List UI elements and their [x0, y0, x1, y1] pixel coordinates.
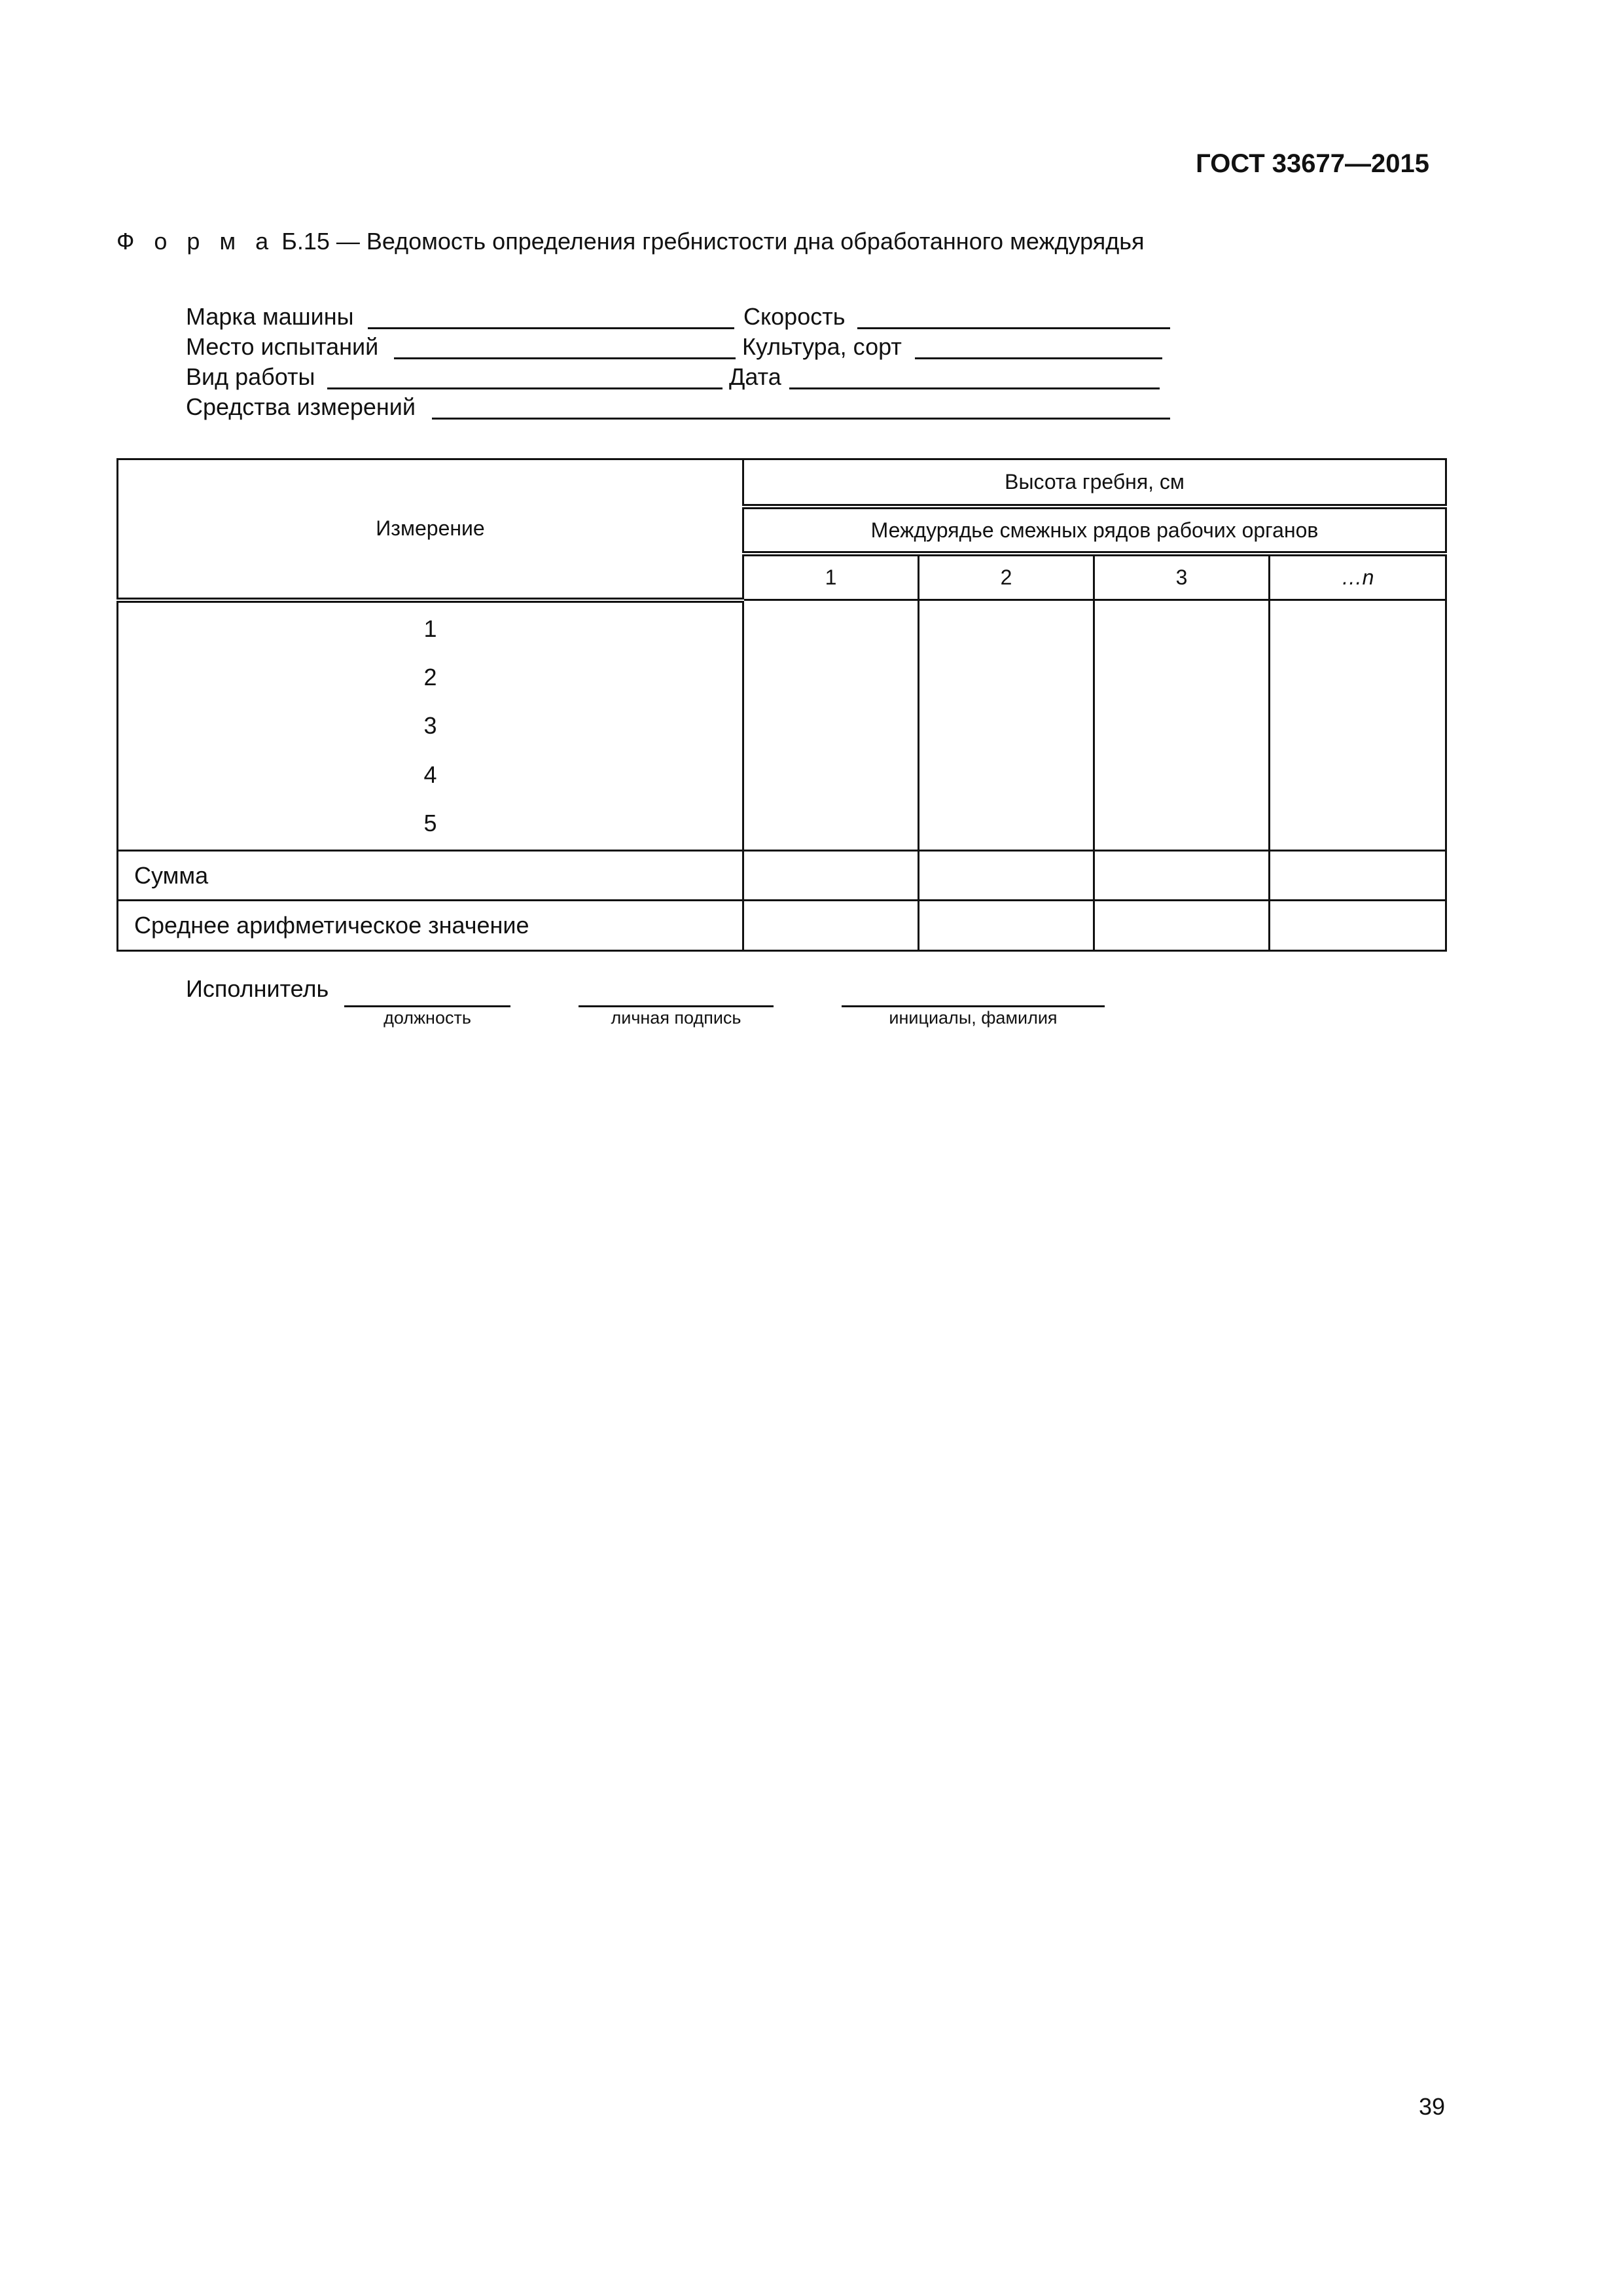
- interrow-header: Междурядье смежных рядов рабочих органов: [743, 507, 1446, 554]
- date-field: [729, 363, 781, 391]
- speed-field: [743, 302, 845, 331]
- test-site-label: Место испытаний: [186, 333, 379, 360]
- speed-label: Скорость: [743, 303, 846, 330]
- height-header: Высота гребня, см: [743, 459, 1446, 507]
- test-site-blank[interactable]: [394, 332, 736, 361]
- signature-line[interactable]: [579, 975, 774, 1007]
- date-blank[interactable]: [789, 363, 1160, 391]
- signature-caption: личная подпись: [611, 1008, 741, 1028]
- machine-brand-field: [186, 302, 354, 331]
- machine-brand-blank[interactable]: [368, 302, 734, 331]
- sum-cell[interactable]: [1270, 850, 1446, 901]
- form-title: [116, 228, 1145, 255]
- page-number: 39: [1418, 2093, 1445, 2120]
- speed-blank[interactable]: [857, 302, 1170, 331]
- measurement-row-5: 5: [423, 810, 437, 837]
- measuring-means-label: Средства измерений: [186, 393, 416, 420]
- measuring-means-blank[interactable]: [432, 393, 1170, 422]
- sum-cell[interactable]: [743, 850, 919, 901]
- mean-label: Среднее арифметическое значение: [118, 901, 743, 951]
- mean-cell[interactable]: [919, 901, 1094, 951]
- form-title-text: Б.15 — Ведомость определения гребнистости дна обработанного междурядья: [281, 228, 1145, 255]
- machine-brand-label: Марка машины: [186, 303, 354, 330]
- data-cell[interactable]: [919, 600, 1094, 851]
- measurement-row-3: 3: [423, 712, 437, 740]
- work-type-field: [186, 363, 315, 391]
- position-caption: должность: [383, 1008, 471, 1028]
- data-cell[interactable]: [1270, 600, 1446, 851]
- form-label: Ф о р м а: [116, 228, 276, 255]
- name-line[interactable]: [842, 975, 1105, 1007]
- measuring-means-field: [186, 393, 416, 422]
- executor-label: Исполнитель: [186, 975, 329, 1002]
- work-type-label: Вид работы: [186, 363, 315, 390]
- measurement-row-2: 2: [423, 664, 437, 691]
- column-header-1: 1: [743, 554, 919, 600]
- measurement-table: [116, 458, 1447, 952]
- mean-cell[interactable]: [743, 901, 919, 951]
- data-cell[interactable]: [1094, 600, 1270, 851]
- measurement-row-4: 4: [423, 761, 437, 788]
- measurement-header: Измерение: [118, 459, 743, 600]
- data-cell[interactable]: [743, 600, 919, 851]
- crop-variety-label: Культура, сорт: [742, 333, 902, 360]
- mean-cell[interactable]: [1270, 901, 1446, 951]
- sum-cell[interactable]: [1094, 850, 1270, 901]
- name-caption: инициалы, фамилия: [889, 1008, 1058, 1028]
- sum-cell[interactable]: [919, 850, 1094, 901]
- measurement-row-1: 1: [423, 615, 437, 642]
- measurement-numbers: [118, 600, 743, 851]
- work-type-blank[interactable]: [327, 363, 722, 391]
- mean-cell[interactable]: [1094, 901, 1270, 951]
- column-header-3: 3: [1094, 554, 1270, 600]
- test-site-field: [186, 332, 378, 361]
- crop-variety-blank[interactable]: [915, 332, 1162, 361]
- crop-variety-field: [742, 332, 902, 361]
- document-code: ГОСТ 33677—2015: [1196, 149, 1429, 178]
- column-header-n: …n: [1270, 554, 1446, 600]
- sum-label: Сумма: [118, 850, 743, 901]
- position-line[interactable]: [344, 975, 510, 1007]
- date-label: Дата: [729, 363, 781, 390]
- column-header-2: 2: [919, 554, 1094, 600]
